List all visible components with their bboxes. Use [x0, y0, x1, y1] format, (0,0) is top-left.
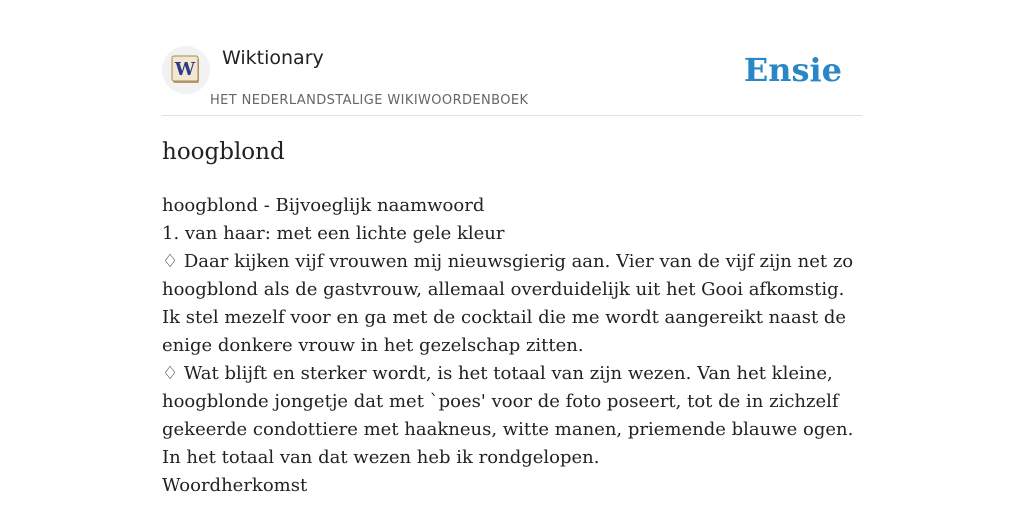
site-header: [162, 40, 862, 116]
entry-content: [162, 192, 868, 500]
site-logo[interactable]: [162, 46, 210, 94]
page-title: hoogblond: [162, 139, 285, 165]
site-name[interactable]: Wiktionary: [222, 47, 324, 69]
logo-letter: W: [174, 59, 196, 80]
site-tagline: HET NEDERLANDSTALIGE WIKIWOORDENBOEK: [210, 93, 529, 108]
example-quote: ♢ Wat blijft en sterker wordt, is het totaal van zijn wezen. Van het kleine, hoogblonde jongetje dat met `poes' voor de foto poseert, tot de in zichzelf gekeerde condottiere met haakneus, witte manen, priemende blauwe ogen. In het totaal van dat wezen heb ik rondgelopen.: [162, 363, 854, 468]
etymology-heading: Woordherkomst: [162, 475, 308, 496]
entry-definition: 1. van haar: met een lichte gele kleur: [162, 223, 505, 244]
example-quote: ♢ Daar kijken vijf vrouwen mij nieuwsgierig aan. Vier van de vijf zijn net zo hoogblond als de gastvrouw, allemaal overduidelijk uit het Gooi afkomstig. Ik stel mezelf voor en ga met de cocktail die me wordt aangereikt naast de enige donkere vrouw in het gezelschap zitten.: [162, 251, 854, 356]
brand-logo[interactable]: Ensie: [743, 51, 842, 89]
entry-subtitle: hoogblond - Bijvoeglijk naamwoord: [162, 195, 485, 216]
wiktionary-tile-icon: [171, 55, 201, 85]
